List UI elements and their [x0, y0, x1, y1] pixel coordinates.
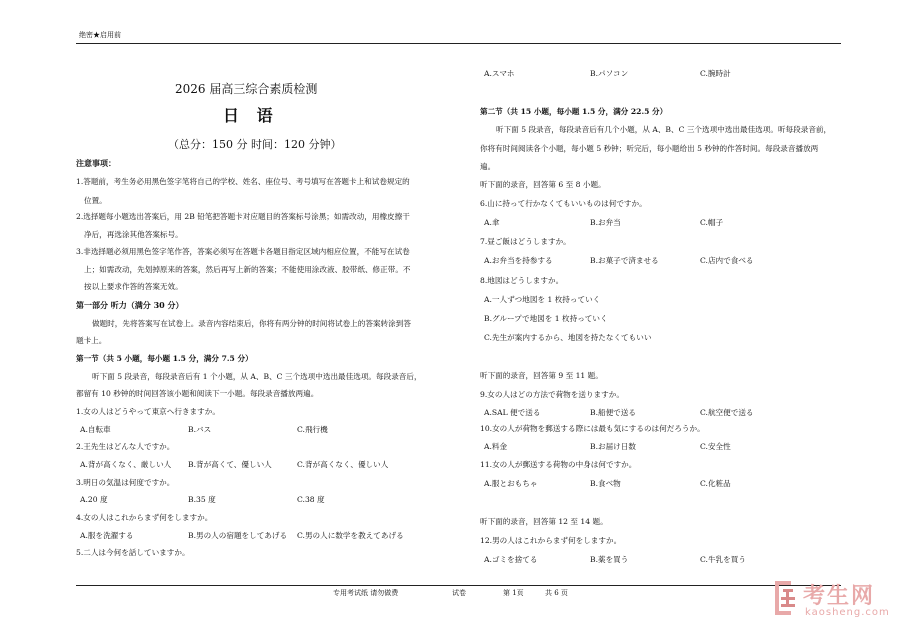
group-intro: 听下面的录音，回答第 9 至 11 题。	[480, 371, 603, 380]
note-line: 2.选择题每小题选出答案后，用 2B 铅笔把答题卡对应题目的答案标号涂黑；如需改动，用橡皮擦干	[76, 212, 410, 221]
section2-heading: 第二节（共 15 小题，每小题 1.5 分，满分 22.5 分）	[480, 107, 668, 116]
question-5: 5.二人は今何を話していますか。	[76, 548, 190, 557]
confidential-label: 绝密★启用前	[79, 31, 121, 39]
watermark-logo	[775, 577, 890, 625]
question-10: 10.女の人が荷物を郵送する際には最も気にするのは何だろうか。	[480, 424, 705, 433]
footer-notice: 专用考试纸 请勿做费	[333, 589, 399, 597]
option-b: B.お菓子で済ませる	[590, 256, 659, 265]
score-time-line: （总分：150 分 时间：120 分钟）	[168, 138, 342, 151]
option-c: C.帽子	[700, 218, 724, 227]
option-a: A.服を洗濯する	[80, 531, 134, 540]
option-b: B.バス	[188, 425, 212, 434]
option-a: A.ゴミを捨てる	[484, 555, 538, 564]
option-b: B.背が高くて、優しい人	[188, 460, 272, 469]
note-line: 位置。	[84, 196, 107, 205]
question-2: 2.王先生はどんな人ですか。	[76, 442, 175, 451]
option-a: A.背が高くなく、厳しい人	[80, 460, 172, 469]
footer-rule	[76, 585, 841, 586]
option-a: A.スマホ	[484, 69, 515, 78]
watermark-en: kaosheng.com	[805, 607, 890, 618]
part1-instruction: 题卡上。	[76, 336, 107, 345]
notes-heading: 注意事项：	[76, 158, 116, 168]
option-a: A.料金	[484, 442, 508, 451]
option-c: C.航空便で送る	[700, 408, 754, 417]
option-c: C.化粧品	[700, 479, 731, 488]
note-line: 上；如需改动，先划掉原来的答案，然后再写上新的答案；不能使用涂改液、胶带纸、修正带。不	[84, 265, 411, 274]
exam-title: 2026 届高三综合素质检测	[175, 82, 318, 96]
section1-instruction: 听下面 5 段录音，每段录音后有 1 个小题，从 A、B、C 三个选项中选出最佳选项。每段录音后，	[92, 372, 422, 381]
part1-instruction: 做题时，先将答案写在试卷上。录音内容结束后，你将有两分钟的时间将试卷上的答案转涂到答	[92, 319, 411, 328]
section2-instruction: 你将有时间阅读各个小题，每小题 5 秒钟；听完后，每小题给出 5 秒钟的作答时间。每段录音播放两	[480, 144, 819, 153]
option-a: A.自転車	[80, 425, 111, 434]
footer-paper: 试卷	[452, 589, 466, 597]
subject-title: 日 语	[223, 106, 279, 125]
note-line: 1.答题前，考生务必用黑色签字笔将自己的学校、姓名、座位号、考号填写在答题卡上和试卷规定的	[76, 177, 410, 186]
option-c: C.先生が案内するから、地図を持たなくてもいい	[484, 333, 652, 342]
footer-total: 共 6 页	[545, 589, 568, 597]
part1-heading: 第一部分 听力（满分 30 分）	[76, 300, 184, 310]
question-9: 9.女の人はどの方法で荷物を送りますか。	[480, 390, 624, 399]
section2-instruction: 遍。	[480, 162, 496, 171]
section1-heading: 第一节（共 5 小题，每小题 1.5 分，满分 7.5 分）	[76, 354, 253, 363]
note-line: 3.非选择题必须用黑色签字笔作答，答案必须写在答题卡各题目指定区域内相应位置，不能写在试卷	[76, 247, 410, 256]
option-b: B.グループで地図を 1 枚持っていく	[484, 314, 608, 323]
note-line: 按以上要求作答的答案无效。	[84, 282, 183, 291]
note-line: 净后，再选涂其他答案标号。	[84, 230, 183, 239]
section1-instruction: 都留有 10 秒钟的时间回答该小题和阅读下一小题。每段录音播放两遍。	[76, 389, 319, 398]
option-c: C.背が高くなく、優しい人	[297, 460, 389, 469]
option-a: A.傘	[484, 218, 500, 227]
group-intro: 听下面的录音，回答第 6 至 8 小题。	[480, 180, 606, 189]
option-c: C.腕時計	[700, 69, 731, 78]
option-a: A.お弁当を持参する	[484, 256, 553, 265]
option-b: B.パソコン	[590, 69, 629, 78]
option-a: A.服とおもちゃ	[484, 479, 538, 488]
option-a: A.20 度	[80, 495, 108, 504]
question-6: 6.山に持って行かなくてもいいものは何ですか。	[480, 199, 647, 208]
question-4: 4.女の人はこれからまず何をしますか。	[76, 513, 213, 522]
option-c: C.店内で食べる	[700, 256, 754, 265]
option-b: B.船便で送る	[590, 408, 636, 417]
option-b: B.男の人の宿題をしてあげる	[188, 531, 288, 540]
section2-instruction: 听下面 5 段录音，每段录音后有几个小题，从 A、B、C 三个选项中选出最佳选项。听每段录音前，	[496, 125, 832, 134]
question-11: 11.女の人が郵送する荷物の中身は何ですか。	[480, 460, 637, 469]
question-8: 8.地図はどうしますか。	[480, 276, 564, 285]
option-c: C.男の人に数学を教えてあげる	[297, 531, 404, 540]
header-rule	[76, 43, 841, 44]
option-a: A.SAL 便で送る	[484, 408, 541, 417]
option-b: B.お届け日数	[590, 442, 636, 451]
footer-page: 第 1页	[503, 589, 524, 597]
option-b: B.お弁当	[590, 218, 621, 227]
question-1: 1.女の人はどうやって東京へ行きますか。	[76, 407, 220, 416]
question-3: 3.明日の気温は何度ですか。	[76, 478, 175, 487]
option-c: C.牛乳を買う	[700, 555, 746, 564]
option-b: B.薬を買う	[590, 555, 629, 564]
option-b: B.35 度	[188, 495, 216, 504]
option-c: C.38 度	[297, 495, 325, 504]
question-12: 12.男の人はこれからまず何をしますか。	[480, 536, 622, 545]
option-c: C.安全性	[700, 442, 731, 451]
group-intro: 听下面的录音，回答第 12 至 14 题。	[480, 517, 608, 526]
option-a: A.一人ずつ地図を 1 枚持っていく	[484, 295, 601, 304]
question-7: 7.昼ご飯はどうしますか。	[480, 237, 571, 246]
watermark-cn: 考生网	[803, 584, 876, 609]
option-c: C.飛行機	[297, 425, 328, 434]
option-b: B.食べ物	[590, 479, 621, 488]
